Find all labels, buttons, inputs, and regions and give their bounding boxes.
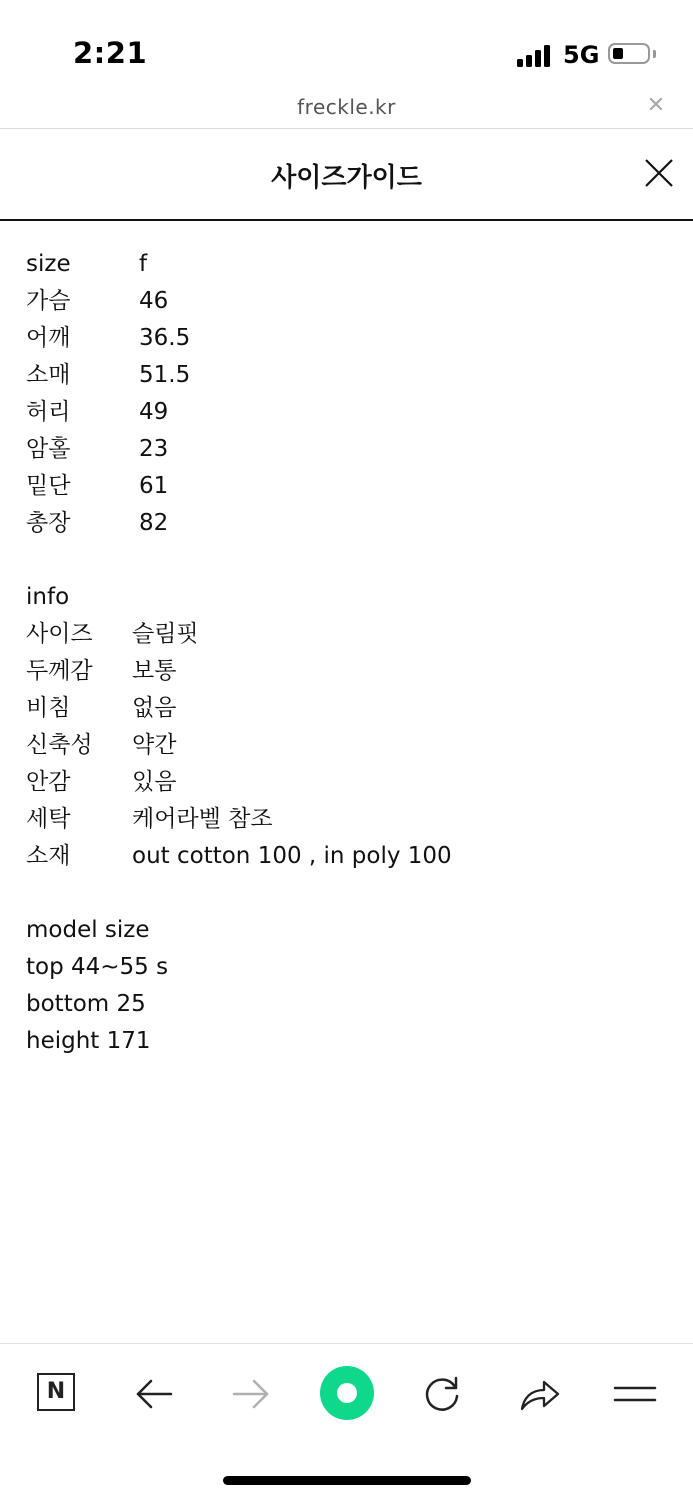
size-row-value: 46 <box>139 288 169 314</box>
status-time: 2:21 <box>73 36 148 70</box>
forward-arrow-icon[interactable] <box>228 1371 274 1417</box>
size-header-value: f <box>139 251 148 277</box>
info-row <box>26 801 273 838</box>
size-row <box>26 357 191 394</box>
info-row-value: 약간 <box>132 732 177 758</box>
size-row <box>26 505 168 542</box>
page-header <box>0 129 693 221</box>
green-dot-icon[interactable] <box>320 1366 374 1420</box>
info-row-value: 슬림핏 <box>132 621 199 647</box>
info-row-value: 있음 <box>132 769 177 795</box>
size-row <box>26 283 168 320</box>
size-row-value: 61 <box>139 473 169 499</box>
size-row-value: 23 <box>139 436 169 462</box>
back-arrow-icon[interactable] <box>131 1371 177 1417</box>
size-guide-content <box>26 246 452 1060</box>
size-row-value: 36.5 <box>139 325 191 351</box>
model-size-line: bottom 25 <box>26 991 146 1017</box>
size-row <box>26 320 191 357</box>
size-row-label: 허리 <box>26 399 71 425</box>
spacer <box>26 875 168 912</box>
size-row-value: 51.5 <box>139 362 191 388</box>
info-row-label: 안감 <box>26 769 71 795</box>
share-icon[interactable] <box>516 1371 562 1417</box>
info-row <box>26 653 177 690</box>
info-row-value: 보통 <box>132 658 177 684</box>
info-row-label: 두께감 <box>26 658 93 684</box>
page-title: 사이즈가이드 <box>271 163 422 193</box>
info-row-label: 세탁 <box>26 806 71 832</box>
url-text[interactable]: freckle.kr <box>297 95 396 119</box>
size-row-label: 가슴 <box>26 288 71 314</box>
size-header-row <box>26 246 168 283</box>
size-row-value: 82 <box>139 510 169 536</box>
menu-icon[interactable] <box>612 1371 658 1417</box>
size-header-label: size <box>26 251 71 277</box>
info-row-label: 신축성 <box>26 732 93 758</box>
home-indicator[interactable] <box>223 1476 471 1485</box>
model-size-line: height 171 <box>26 1028 151 1054</box>
size-row-label: 어깨 <box>26 325 71 351</box>
refresh-icon[interactable] <box>419 1371 465 1417</box>
battery-icon <box>608 43 650 64</box>
size-row <box>26 468 168 505</box>
info-row <box>26 690 177 727</box>
size-row <box>26 431 168 468</box>
close-icon[interactable] <box>643 157 675 189</box>
info-row <box>26 764 177 801</box>
cellular-signal-icon <box>517 43 555 67</box>
info-row-label: 소재 <box>26 843 71 869</box>
size-row <box>26 394 168 431</box>
info-row <box>26 727 177 764</box>
info-row <box>26 838 452 875</box>
status-bar <box>0 0 693 90</box>
spacer <box>26 542 168 579</box>
info-row-value: 없음 <box>132 695 177 721</box>
naver-home-icon[interactable]: N <box>37 1373 75 1411</box>
info-row-label: 비침 <box>26 695 71 721</box>
info-title: info <box>26 584 70 610</box>
network-type: 5G <box>563 41 600 69</box>
info-row-value: 케어라벨 참조 <box>132 806 273 832</box>
size-row-label: 암홀 <box>26 436 71 462</box>
model-size-title: model size <box>26 917 150 943</box>
size-row-label: 소매 <box>26 362 71 388</box>
info-row-label: 사이즈 <box>26 621 93 647</box>
model-size-line: top 44~55 s <box>26 954 169 980</box>
info-row-value: out cotton 100 , in poly 100 <box>132 843 452 869</box>
size-row-label: 밑단 <box>26 473 71 499</box>
size-row-label: 총장 <box>26 510 71 536</box>
info-row <box>26 616 199 653</box>
close-tab-icon[interactable]: ✕ <box>646 93 666 118</box>
battery-cap <box>653 50 656 58</box>
size-row-value: 49 <box>139 399 169 425</box>
url-bar[interactable] <box>0 90 693 129</box>
